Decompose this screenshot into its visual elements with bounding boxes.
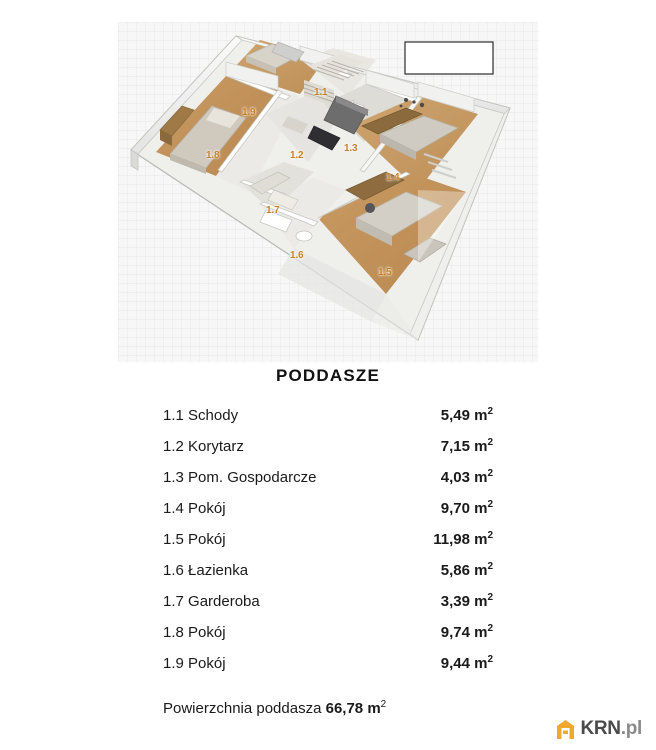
room-area: 4,03 $m^2$ — [440, 468, 493, 486]
room-number: 1.7 — [163, 593, 184, 610]
plan-title: PODDASZE — [275, 366, 381, 385]
total-area-label: Powierzchnia poddasza — [163, 700, 322, 717]
room-marker-1-1: 1.1 — [314, 87, 328, 98]
room-number: 1.6 — [163, 562, 184, 579]
list-item — [163, 429, 493, 460]
logo-text: KRN.pl — [580, 718, 642, 739]
list-item — [163, 398, 493, 429]
room-area: 5,49 $m^2$ — [440, 406, 493, 424]
room-name: Pokój — [188, 500, 226, 517]
room-number: 1.2 — [163, 438, 184, 455]
room-number: 1.9 — [163, 655, 184, 672]
room-area: 9,74 $m^2$ — [440, 623, 493, 641]
logo-domain: .pl — [620, 718, 642, 739]
room-area: 5,86 $m^2$ — [440, 561, 493, 579]
house-icon — [556, 719, 575, 740]
total-area-value: 66,78 m — [325, 700, 381, 717]
list-item — [163, 615, 493, 646]
room-marker-1-4: 1.4 — [386, 172, 400, 183]
room-area: 9,44 $m^2$ — [440, 654, 493, 672]
room-area: 11,98 $m^2$ — [433, 530, 493, 548]
room-marker-1-8: 1.8 — [206, 150, 220, 161]
room-number: 1.8 — [163, 624, 184, 641]
room-name: Pokój — [188, 624, 226, 641]
room-marker-1-9: 1.9 — [242, 107, 256, 118]
room-name: Garderoba — [188, 593, 260, 610]
list-item — [163, 522, 493, 553]
room-list — [163, 398, 493, 677]
room-area: 7,15 $m^2$ — [440, 437, 493, 455]
list-item — [163, 584, 493, 615]
list-item — [163, 491, 493, 522]
room-marker-1-3: 1.3 — [344, 143, 358, 154]
room-marker-1-5: 1.5 — [378, 267, 392, 278]
legend — [0, 366, 656, 717]
room-number: 1.4 — [163, 500, 184, 517]
floor-plan-render — [118, 22, 538, 362]
room-name: Pokój — [188, 531, 226, 548]
room-marker-1-6: 1.6 — [290, 250, 304, 261]
room-name: Łazienka — [188, 562, 249, 579]
room-marker-1-2: 1.2 — [290, 150, 304, 161]
room-name: Pokój — [188, 655, 226, 672]
floor-plan — [118, 22, 538, 362]
room-marker-1-7: 1.7 — [266, 205, 280, 216]
room-number: 1.3 — [163, 469, 184, 486]
room-number: 1.1 — [163, 407, 184, 424]
room-area: 3,39 $m^2$ — [440, 592, 493, 610]
list-item — [163, 646, 493, 677]
total-area: Powierzchnia poddasza 66,78 $m^2$ — [163, 699, 387, 717]
room-name: Schody — [188, 407, 239, 424]
krn-logo[interactable] — [556, 718, 642, 740]
room-name: Pom. Gospodarcze — [188, 469, 317, 486]
list-item — [163, 460, 493, 491]
room-number: 1.5 — [163, 531, 184, 548]
room-name: Korytarz — [188, 438, 244, 455]
list-item — [163, 553, 493, 584]
room-area: 9,70 $m^2$ — [440, 499, 493, 517]
